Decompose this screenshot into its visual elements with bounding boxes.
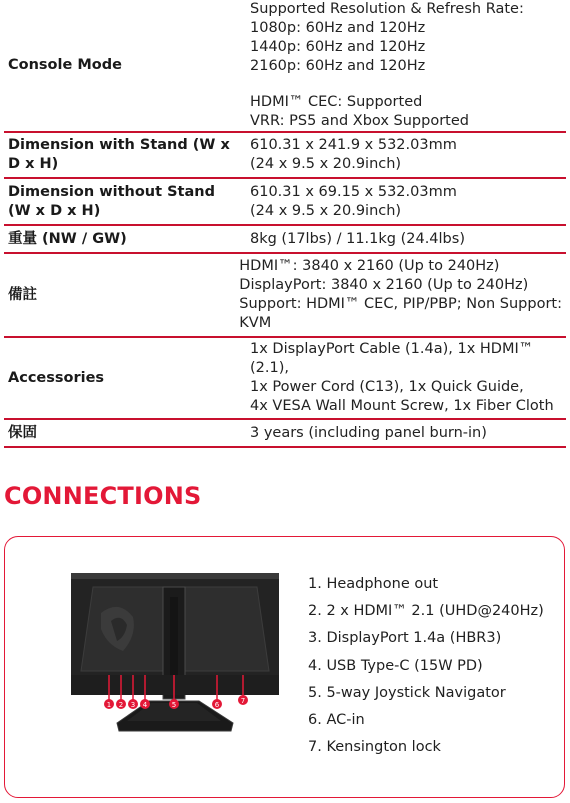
callout-6 (212, 699, 222, 709)
spec-value-line: HDMI™ CEC: Supported (250, 94, 423, 110)
spec-value-line: Support: HDMI™ CEC, PIP/PBP; Non Support: (239, 296, 562, 312)
spec-label: 保固 (8, 424, 37, 441)
spec-row (4, 226, 566, 254)
port-item: 1. Headphone out (308, 576, 439, 592)
spec-label: 重量 (NW / GW) (8, 230, 127, 247)
spec-value-line: (24 x 9.5 x 20.9inch) (250, 202, 402, 219)
spec-row (4, 0, 566, 133)
spec-value (240, 420, 566, 446)
spec-label: Dimension without Stand (W x D x H) (8, 183, 215, 219)
monitor-rear-drawing (71, 573, 279, 747)
callout-label: 1 (106, 701, 112, 709)
port-item: 5. 5-way Joystick Navigator (308, 684, 506, 701)
spec-value (229, 254, 566, 336)
spec-value-line: 1440p: 60Hz and 120Hz (250, 39, 426, 55)
monitor-top-edge (71, 573, 279, 579)
spec-label: Console Mode (8, 57, 122, 73)
spec-label: 備註 (8, 286, 37, 303)
callout-4 (140, 699, 150, 709)
spec-value-line: (24 x 9.5 x 20.9inch) (250, 156, 402, 172)
port-list (308, 571, 544, 761)
connections-panel (4, 536, 565, 798)
callout-2 (116, 699, 126, 709)
spec-row (4, 338, 566, 420)
spec-value (240, 133, 566, 177)
spec-row (4, 254, 566, 338)
spec-table (4, 0, 566, 448)
monitor-rear-illustration (71, 573, 279, 747)
spec-row (4, 133, 566, 179)
callout-1 (104, 699, 114, 709)
stand-channel (170, 597, 178, 687)
connections-heading: CONNECTIONS (4, 482, 202, 510)
spec-value-line: 1080p: 60Hz and 120Hz (250, 20, 426, 36)
spec-value-line: 610.31 x 69.15 x 532.03mm (250, 183, 457, 200)
spec-label: Accessories (8, 369, 105, 386)
spec-row (4, 179, 566, 226)
callout-label: 2 (118, 701, 124, 709)
spec-value (240, 338, 566, 418)
port-item: 7. Kensington lock (308, 739, 441, 756)
callout-label: 5 (171, 701, 177, 709)
spec-value-line: DisplayPort: 3840 x 2160 (Up to 240Hz) (239, 277, 529, 293)
spec-value-line: (2.1), (250, 360, 289, 376)
spec-value-line (250, 76, 562, 93)
spec-value-line: KVM (239, 315, 272, 331)
callout-5 (169, 699, 179, 709)
spec-value-line: Supported Resolution & Refresh Rate: (250, 1, 524, 17)
spec-value-line: 1x DisplayPort Cable (1.4a), 1x HDMI™ (250, 341, 534, 357)
spec-label: Dimension with Stand (W x D x H) (8, 137, 230, 172)
spec-value (240, 0, 566, 131)
port-item: 4. USB Type-C (15W PD) (308, 657, 483, 674)
callout-3 (128, 699, 138, 709)
spec-value-line: 8kg (17lbs) / 11.1kg (24.4lbs) (250, 230, 465, 247)
callout-label: 4 (142, 701, 148, 709)
port-item: 6. AC-in (308, 712, 365, 729)
spec-value-line: 3 years (including panel burn-in) (250, 424, 487, 441)
callout-label: 3 (130, 701, 136, 709)
spec-value (240, 179, 566, 224)
spec-value-line: 610.31 x 241.9 x 532.03mm (250, 137, 457, 153)
callout-label: 7 (240, 697, 246, 705)
port-item: 3. DisplayPort 1.4a (HBR3) (308, 630, 502, 647)
spec-value-line: VRR: PS5 and Xbox Supported (250, 113, 469, 129)
callout-label: 6 (214, 701, 220, 709)
callout-7 (238, 695, 248, 705)
spec-value-line: 2160p: 60Hz and 120Hz (250, 58, 426, 74)
port-bar (71, 675, 279, 695)
spec-value-line: 1x Power Cord (C13), 1x Quick Guide, (250, 379, 524, 395)
port-item: 2. 2 x HDMI™ 2.1 (UHD@240Hz) (308, 603, 544, 620)
spec-value-line: 4x VESA Wall Mount Screw, 1x Fiber Cloth (250, 398, 554, 414)
spec-row (4, 420, 566, 448)
spec-value-line: HDMI™: 3840 x 2160 (Up to 240Hz) (239, 258, 500, 274)
spec-value (240, 226, 566, 252)
